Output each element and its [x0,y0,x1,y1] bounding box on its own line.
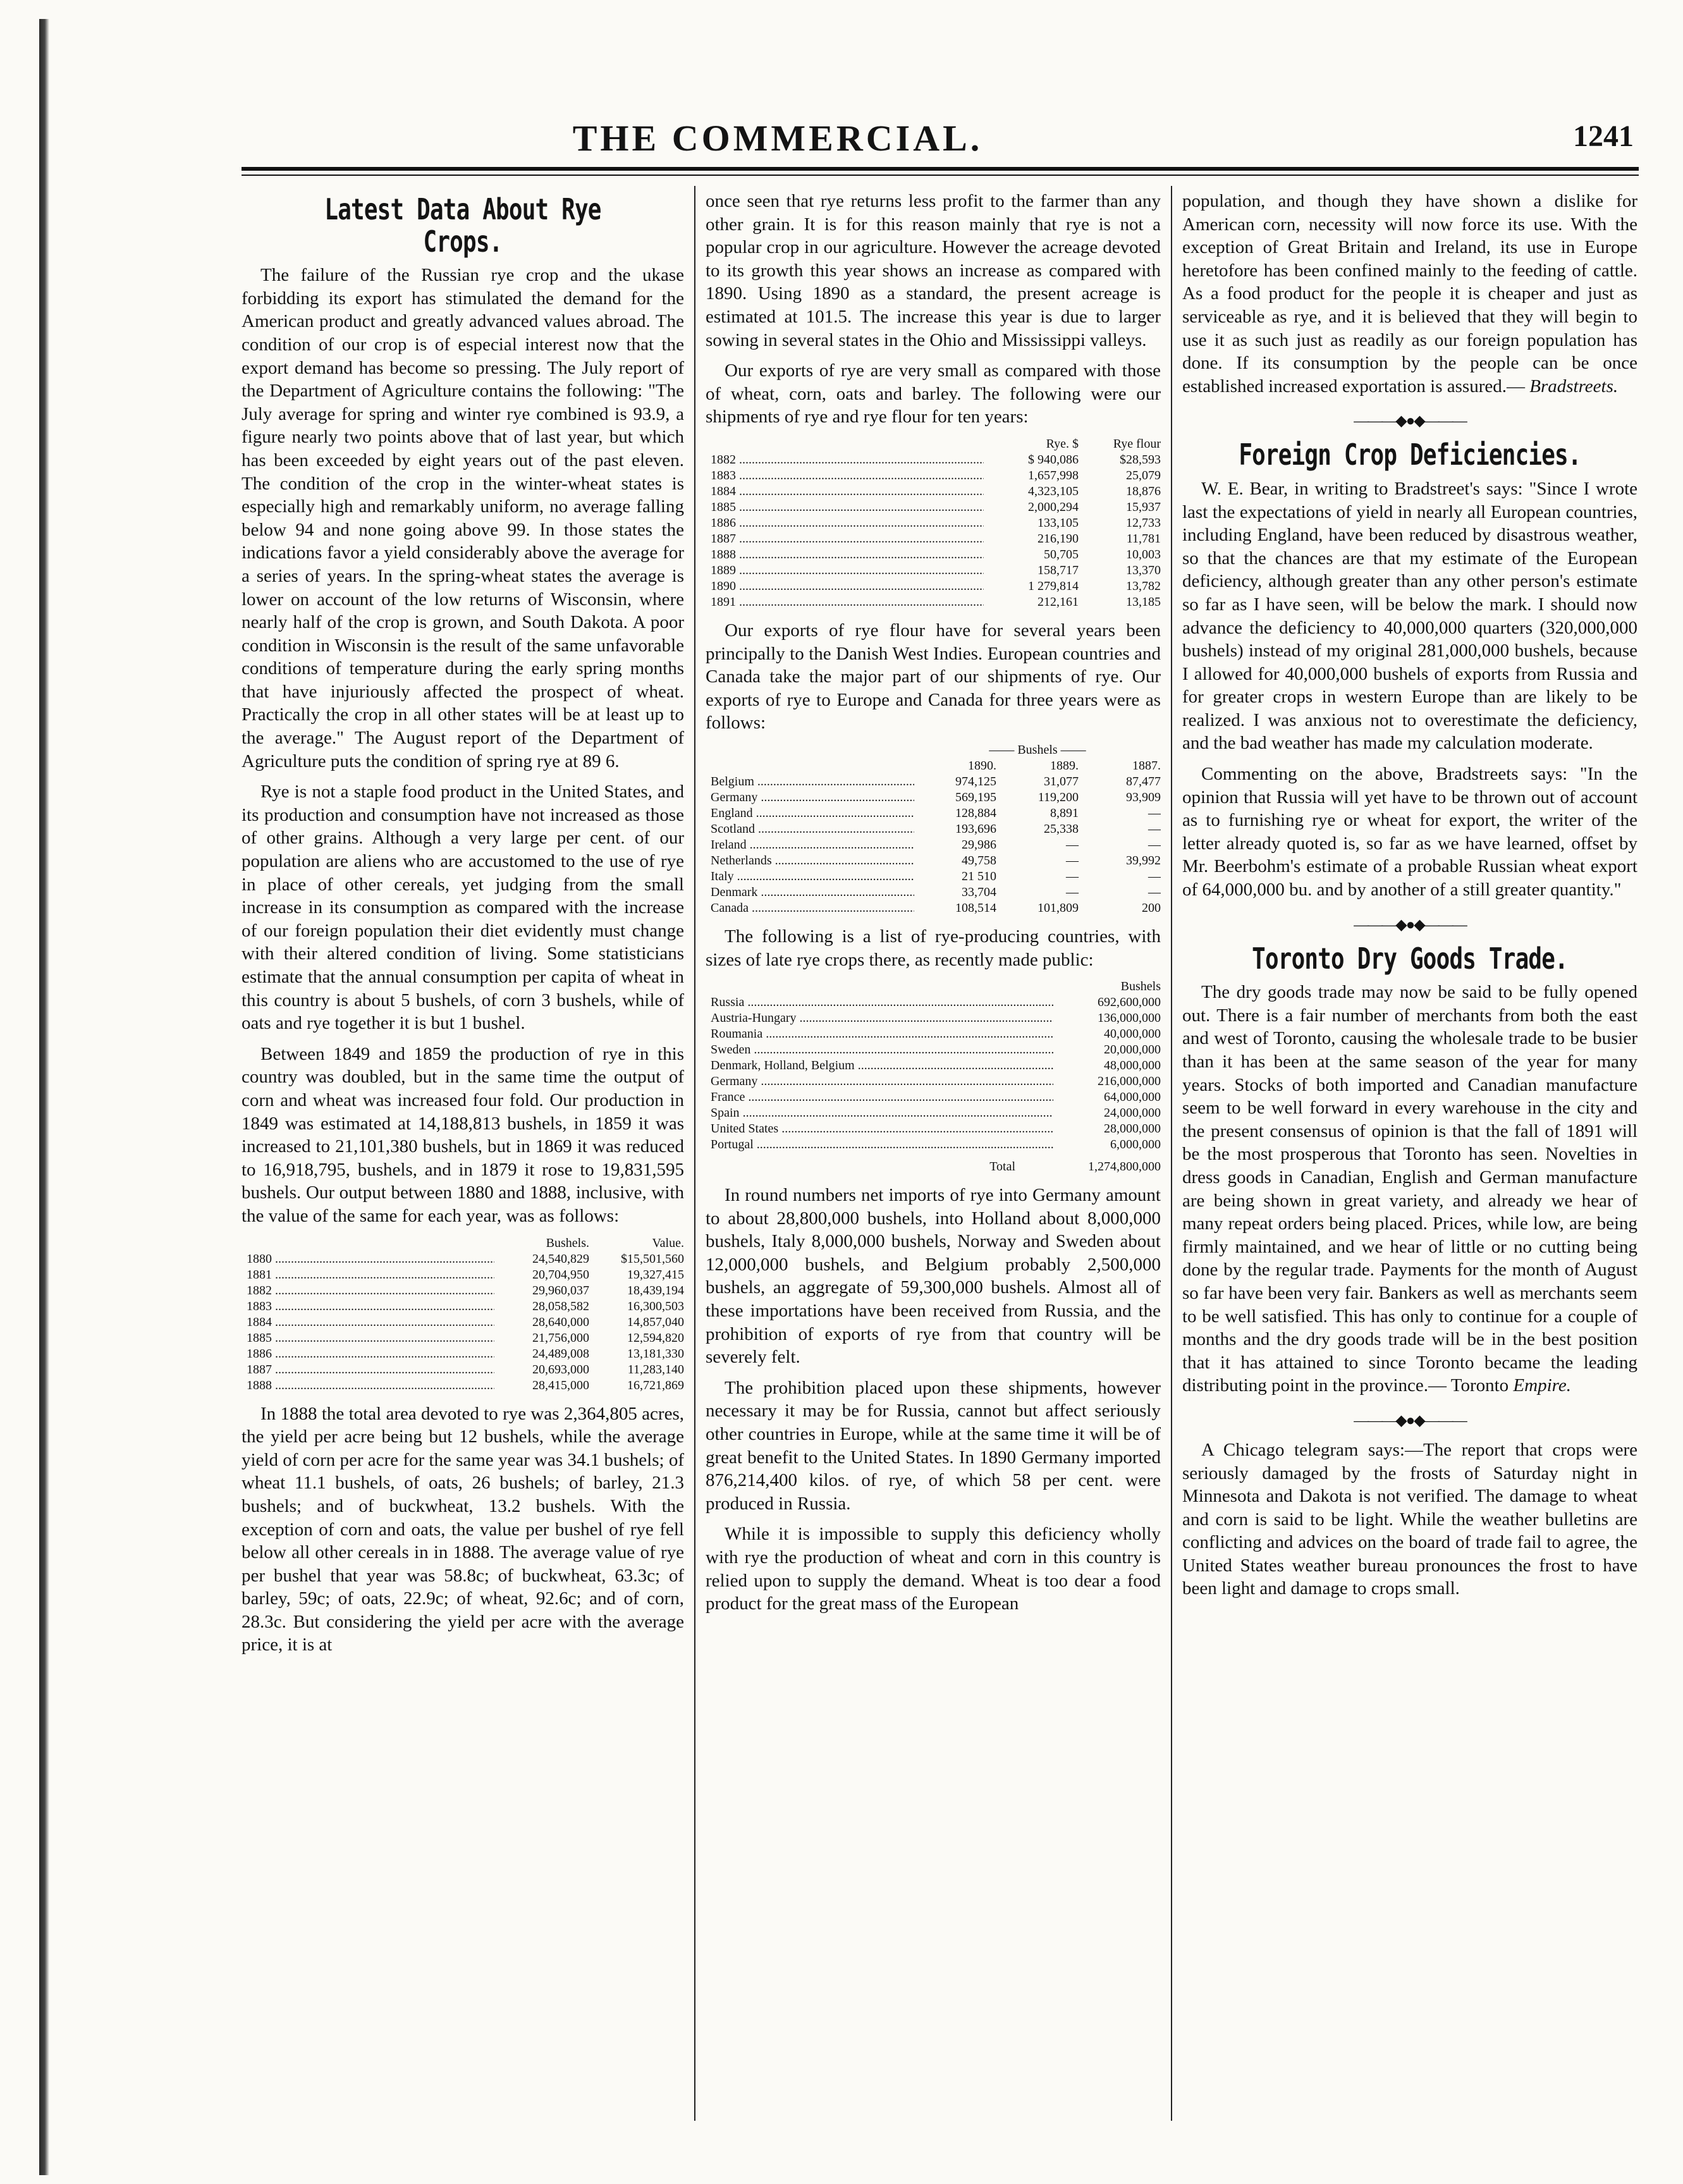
source-credit: Bradstreets. [1529,376,1619,396]
row-value: 8,891 [1050,806,1079,820]
row-label: England ..... [711,806,914,821]
row-value: 10,003 [1126,547,1161,561]
row-value: 64,000,000 [1104,1090,1161,1105]
section-separator: ———◆●◆——— [1354,1412,1466,1429]
row-label: Denmark ..... [711,885,914,900]
table-row [711,1042,1161,1058]
row-value: 216,190 [1037,531,1079,546]
row-value: 24,000,000 [1104,1106,1161,1120]
row-label: France ..... [711,1089,1053,1105]
row-value: — [1148,869,1161,883]
table-row [247,1346,684,1362]
row-value: 28,640,000 [532,1315,589,1329]
row-value: 14,857,040 [627,1315,684,1329]
row-value: 15,937 [1126,500,1161,514]
row-value: 19,327,415 [627,1267,684,1282]
paragraph: In 1888 the total area devoted to rye was 2,364,805 acres, the yield per acre being but 12 bushels, while the average yield of corn per acre for the same year was 34.1 bushels; of wheat 11.1 bushels, of oats, 26 bushels; of barley, 21.3 bushels; and of buckwheat, 13.2 bushels. With the exception of corn and oats, the value per bushel of rye fell below all other cereals in in 1888. The average value of rye per bushel that year was 58.8c; of buckwheat, 63.3c; of barley, 59c; of oats, 22.9c; of wheat, 92.6c; and of corn, 28.3c. But considering the yield per acre with the average price, it is at [242,1403,684,1655]
row-label: 1883 ..... [711,468,984,484]
row-value: 48,000,000 [1104,1058,1161,1073]
row-label: Scotland ..... [711,821,914,837]
table-row [711,774,1161,790]
row-label: United States ..... [711,1121,1053,1137]
table-row [711,563,1161,579]
row-value: 136,000,000 [1098,1011,1161,1026]
table-row [711,484,1161,500]
table-header-row: Bushels. Value. [546,1236,684,1250]
row-label: 1890 ..... [711,579,984,594]
row-value: — [1148,885,1161,899]
row-label: Austria-Hungary ..... [711,1010,1053,1026]
rye-exports-table [711,436,1161,610]
paragraph: Our exports of rye flour have for several years been principally to the Danish West Indies. European countries and Canada take the major part of our shipments of rye. Our exports of rye to Europe and Canada for three years were as follows: [706,620,1161,733]
row-value: — [1148,837,1161,852]
row-value: 193,696 [955,821,996,836]
row-value: 13,181,330 [627,1346,684,1361]
row-value: — [1066,853,1079,868]
row-value: $ 940,086 [1028,452,1079,467]
row-label: 1884 ..... [247,1315,494,1330]
paragraph: The failure of the Russian rye crop and the ukase forbidding its export has stimulated the demand for the American product and greatly advanced values abroad. The condition of our crop is of especial interest now that the export demand has become so pressing. The July report of the Department of Agriculture contains the following: "The July average for spring and winter rye combined is 93.9, a figure nearly two points above that of last year, but which has been exceeded by eight years out of the past eleven. The condition of the crop in the winter-wheat states is especially high and remarkably uniform, no average falling below 94 and none going above 99. In those states the indications favor a yield considerably above the average for a series of years. In the spring-wheat states the average is lower on account of the low returns of Wisconsin, where nearly half of the crop is grown, and South Dakota. A poor condition in Wisconsin is the result of the same unfavorable conditions of temperature during the early spring months that have injuriously affected the prospect of wheat. Practically the crop in all other states will be at least up to the average." The August report of the Department of Agriculture puts the condition of spring rye at 89 6. [242,265,684,771]
row-value: 119,200 [1037,790,1079,804]
row-value: — [1066,837,1079,852]
table-row [247,1330,684,1346]
row-value: 28,000,000 [1104,1122,1161,1136]
table-row [711,1058,1161,1074]
row-value: 28,058,582 [532,1299,589,1313]
table-row [711,853,1161,869]
table-row [711,806,1161,821]
rye-producing-countries-table [711,979,1161,1175]
article-title-toronto: Toronto Dry Goods Trade. [1252,941,1568,976]
section-separator: ———◆●◆——— [1354,413,1466,430]
column-3 [1182,190,1637,2118]
paragraph: once seen that rye returns less profit to the farmer than any other grain. It is for this reason mainly that rye is not a popular crop in our agriculture. However the acreage devoted to its growth this year shows an increase as compared with 1890. Using 1890 as a standard, the present acreage is estimated at 101.5. The increase this year is due to larger sowing in several states in the Ohio and Mississippi valleys. [706,191,1161,350]
row-label: Denmark, Holland, Belgium ..... [711,1058,1053,1074]
table-row [711,515,1161,531]
source-credit: Empire. [1513,1375,1571,1396]
table-row [247,1251,684,1267]
row-value: 108,514 [955,900,996,915]
row-value: 50,705 [1044,547,1079,561]
row-value: 25,338 [1044,821,1079,836]
table-row [711,1074,1161,1089]
table-row [711,1089,1161,1105]
paragraph: Rye is not a staple food product in the United States, and its production and consumption have not increased as those of other grains. Although a very large per cent. of our population are aliens who are accustomed to the use of rye in place of other cereals, yet judging from the small increase in its consumption as compared with the increase of our foreign population their diet evidently must change with their altered condition of living. Some statisticians estimate that the annual consumption per capita of wheat in this country is about 5 bushels, of corn 3 bushels, while of oats and rye together it is but 1 bushel. [242,782,684,1034]
row-value: $28,593 [1120,452,1161,467]
row-value: 2,000,294 [1028,500,1079,514]
row-label: 1886 ..... [247,1346,494,1362]
row-value: 40,000,000 [1104,1027,1161,1041]
table-row [247,1315,684,1330]
row-value: 4,323,105 [1028,484,1079,498]
row-label: 1886 ..... [711,515,984,531]
article-title-foreign: Foreign Crop Deficiencies. [1239,438,1581,472]
row-value: 216,000,000 [1098,1074,1161,1089]
row-value: 16,300,503 [627,1299,684,1313]
row-value: 16,721,869 [627,1378,684,1392]
row-value: — [1148,821,1161,836]
table-row [711,500,1161,515]
row-value: 49,758 [962,853,996,868]
row-value: 1,657,998 [1028,468,1079,482]
row-label: 1887 ..... [247,1362,494,1378]
table-row [711,452,1161,468]
table-row [711,837,1161,853]
row-value: 212,161 [1037,594,1079,609]
row-value: — [1066,885,1079,899]
row-value: 6,000,000 [1110,1138,1161,1152]
row-value: 21,756,000 [532,1330,589,1345]
row-value: 29,960,037 [532,1283,589,1298]
column-2 [706,190,1161,2118]
row-value: 692,600,000 [1098,995,1161,1010]
row-value: 1 279,814 [1028,579,1079,593]
table-row [247,1378,684,1394]
header-rule-thick [242,167,1639,171]
row-label: Netherlands ..... [711,853,914,869]
table-row [247,1299,684,1315]
row-value: 20,704,950 [532,1267,589,1282]
row-label: 1888 ..... [711,547,984,563]
row-value: 25,079 [1126,468,1161,482]
paragraph: Our exports of rye are very small as compared with those of wheat, corn, oats and barley. The following were our shipments of rye and rye flour for ten years: [706,360,1161,427]
table-row [711,531,1161,547]
table-row [711,900,1161,916]
row-value: 13,782 [1126,579,1161,593]
table-header-row: Bushels [1120,979,1161,994]
rye-output-table [247,1236,684,1394]
row-value: — [1148,806,1161,820]
paragraph: population, and though they have shown a dislike for American corn, necessity will now force its use. With the exception of Great Britain and Ireland, its use in Europe heretofore has been confined mainly to the feeding of cattle. As a food product for the people it is cheaper and just as serviceable as rye, and it is believed that they will begin to use it as such just as readily as our foreign population has done. If its consumption by the people can be once established increased exportation is assured.— Bradstreets. [1182,191,1637,396]
row-label: 1881 ..... [247,1267,494,1283]
table-row [711,995,1161,1010]
row-label: Canada ..... [711,900,914,916]
table-row [711,579,1161,594]
row-value: 93,909 [1126,790,1161,804]
row-value: — [1066,869,1079,883]
table-row [247,1283,684,1299]
row-value: 974,125 [955,774,996,788]
row-value: 13,185 [1126,594,1161,609]
table-row [711,547,1161,563]
masthead: THE COMMERCIAL. [572,118,983,159]
row-label: 1885 ..... [711,500,984,515]
row-value: 12,733 [1126,515,1161,530]
section-separator: ———◆●◆——— [1354,916,1466,933]
row-label: Roumania ..... [711,1026,1053,1042]
row-value: $15,501,560 [621,1251,684,1266]
table-row [711,594,1161,610]
page-edge-bleed [39,19,49,2175]
row-value: 13,370 [1126,563,1161,577]
paragraph: The prohibition placed upon these shipments, however necessary it may be for Russia, cannot but affect seriously other countries in Europe, while at the same time it will be of great benefit to the United States. In 1890 Germany imported 876,214,400 kilos. of rye, of which 58 per cent. were produced in Russia. [706,1377,1161,1514]
column-1 [242,190,684,2118]
paragraph: A Chicago telegram says:—The report that crops were seriously damaged by the frosts of Saturday night in Minnesota and Dakota is not verified. The damage to wheat and corn is said to be light. While the weather bulletins are conflicting and advices on the board of trade fail to agree, the United States weather bureau pronounces the frost to have been light and damage to crops small. [1182,1439,1637,1599]
table-row [711,468,1161,484]
row-value: 87,477 [1126,774,1161,788]
row-label: Germany ..... [711,1074,1053,1089]
row-value: 200 [1142,900,1161,915]
row-label: 1885 ..... [247,1330,494,1346]
row-value: 24,489,008 [532,1346,589,1361]
row-label: Portugal ..... [711,1137,1053,1153]
paragraph: The following is a list of rye-producing countries, with sizes of late rye crops there, as recently made public: [706,926,1161,970]
europe-exports-table [711,742,1161,916]
row-label: Germany ..... [711,790,914,806]
row-value: 12,594,820 [627,1330,684,1345]
table-row [711,1105,1161,1121]
row-label: 1883 ..... [247,1299,494,1315]
row-label: Ireland ..... [711,837,914,853]
row-value: 133,105 [1037,515,1079,530]
row-value: 101,809 [1037,900,1079,915]
row-value: 128,884 [955,806,996,820]
row-label: 1888 ..... [247,1378,494,1394]
row-value: 21 510 [962,869,996,883]
table-row [711,885,1161,900]
row-label: Russia ..... [711,995,1053,1010]
row-value: 569,195 [955,790,996,804]
table-header-row: Rye. $ Rye flour [1046,436,1161,451]
row-value: 29,986 [962,837,996,852]
table-row [711,790,1161,806]
row-value: 39,992 [1126,853,1161,868]
table-row [711,1026,1161,1042]
row-label: 1884 ..... [711,484,984,500]
table-row [247,1362,684,1378]
row-label: 1880 ..... [247,1251,494,1267]
table-row [247,1267,684,1283]
row-label: Belgium ..... [711,774,914,790]
row-value: 11,283,140 [627,1362,684,1377]
article-title-rye: Latest Data About Rye Crops. [324,192,601,259]
row-label: Italy ..... [711,869,914,885]
column-rule-1 [694,186,695,2121]
row-value: 18,876 [1126,484,1161,498]
paragraph: W. E. Bear, in writing to Bradstreet's says: "Since I wrote last the expectations of yield in nearly all European countries, including England, have been reduced by disastrous weather, so that the chances are that my estimate of the European deficiency, although greater than any other person's estimate so far as I have seen, will be below the mark. I should now advance the deficiency to 40,000,000 quarters (320,000,000 bushels) instead of my original 281,000,000 bushels, because I allowed for 40,000,000 bushels of exports from Russia and for greater crops in western Europe than are likely to be realized. I was anxious not to overestimate the deficiency, and the bad weather has made my calculation moderate. [1182,478,1637,754]
row-value: 18,439,194 [627,1283,684,1298]
row-label: Sweden ..... [711,1042,1053,1058]
table-header-row: 1890. 1889. 1887. [968,758,1161,773]
column-rule-2 [1171,186,1172,2121]
table-row [711,1010,1161,1026]
row-label: 1882 ..... [711,452,984,468]
row-value: 20,693,000 [532,1362,589,1377]
table-row [711,869,1161,885]
paragraph: Commenting on the above, Bradstreets says: "In the opinion that Russia will yet have to be thrown out of account as to furnishing rye or wheat for export, the writer of the letter already quoted is, so far as we have learned, offset by Mr. Beerbohm's estimate of a probable Russian wheat export of 64,000,000 bu. and by another of a still greater quantity." [1182,764,1637,900]
table-group-header: —— Bushels —— [989,742,1086,757]
row-value: 158,717 [1037,563,1079,577]
row-value: 11,781 [1126,531,1161,546]
row-value: 20,000,000 [1104,1043,1161,1057]
row-value: 33,704 [962,885,996,899]
row-label: 1889 ..... [711,563,984,579]
header-rule-thin [242,175,1639,176]
table-row [711,1121,1161,1137]
row-value: 31,077 [1044,774,1079,788]
table-row [711,821,1161,837]
row-label: 1882 ..... [247,1283,494,1299]
row-label: Spain ..... [711,1105,1053,1121]
row-label: 1891 ..... [711,594,984,610]
row-label: 1887 ..... [711,531,984,547]
paragraph: While it is impossible to supply this deficiency wholly with rye the production of wheat and corn in this country is relied upon to supply the demand. Wheat is too dear a food product for the great mass of the European [706,1524,1161,1614]
row-value: 24,540,829 [532,1251,589,1266]
paragraph: Between 1849 and 1859 the production of rye in this country was doubled, but in the same time the output of corn and wheat was increased four fold. Our production in 1849 was estimated at 14,188,813 bushels, in 1859 it was increased to 21,101,380 bushels, but in 1869 it was reduced to 16,918,795, bushels, and in 1879 it rose to 19,831,595 bushels. Our output between 1880 and 1888, inclusive, with the value of the same for each year, was as follows: [242,1043,684,1226]
table-row [711,1137,1161,1153]
paragraph: The dry goods trade may now be said to be fully opened out. There is a fair number of merchants from both the east and west of Toronto, causing the wholesale trade to be busier than it has been at the same season of the year for many years. Stocks of both imported and Canadian manufacture seem to be well forward in every warehouse in the city and the present consensus of opinion is that the fall of 1891 will be the most prosperous that Toronto has seen. Novelties in dress goods in Canadian, English and German manufacture are being shown in great variety, and already we hear of many repeat orders being placed. Prices, while low, are being firmly maintained, and we hear of little or no cutting being done by the regular trade. Payments for the month of August so far have been very fair. Bankers as well as merchants seem to be well satisfied. This has only to continue for a couple of months and the dry goods trade will be in the best position that it has attained to since Toronto became the leading distributing point in the province.— Toronto Empire. [1182,982,1637,1396]
paragraph: In round numbers net imports of rye into Germany amount to about 28,800,000 bushels, into Holland about 8,000,000 bushels, Italy 8,000,000 bushels, Norway and Sweden about 12,000,000 bushels, and Belgium probably 2,500,000 bushels, an aggregate of 59,300,000 bushels. Almost all of these importations have been received from Russia, and the prohibition of exports of rye from that country will be severely felt. [706,1185,1161,1368]
table-total-row: Total 1,274,800,000 [989,1160,1161,1174]
row-value: 28,415,000 [532,1378,589,1392]
page-number: 1241 [1573,120,1634,153]
